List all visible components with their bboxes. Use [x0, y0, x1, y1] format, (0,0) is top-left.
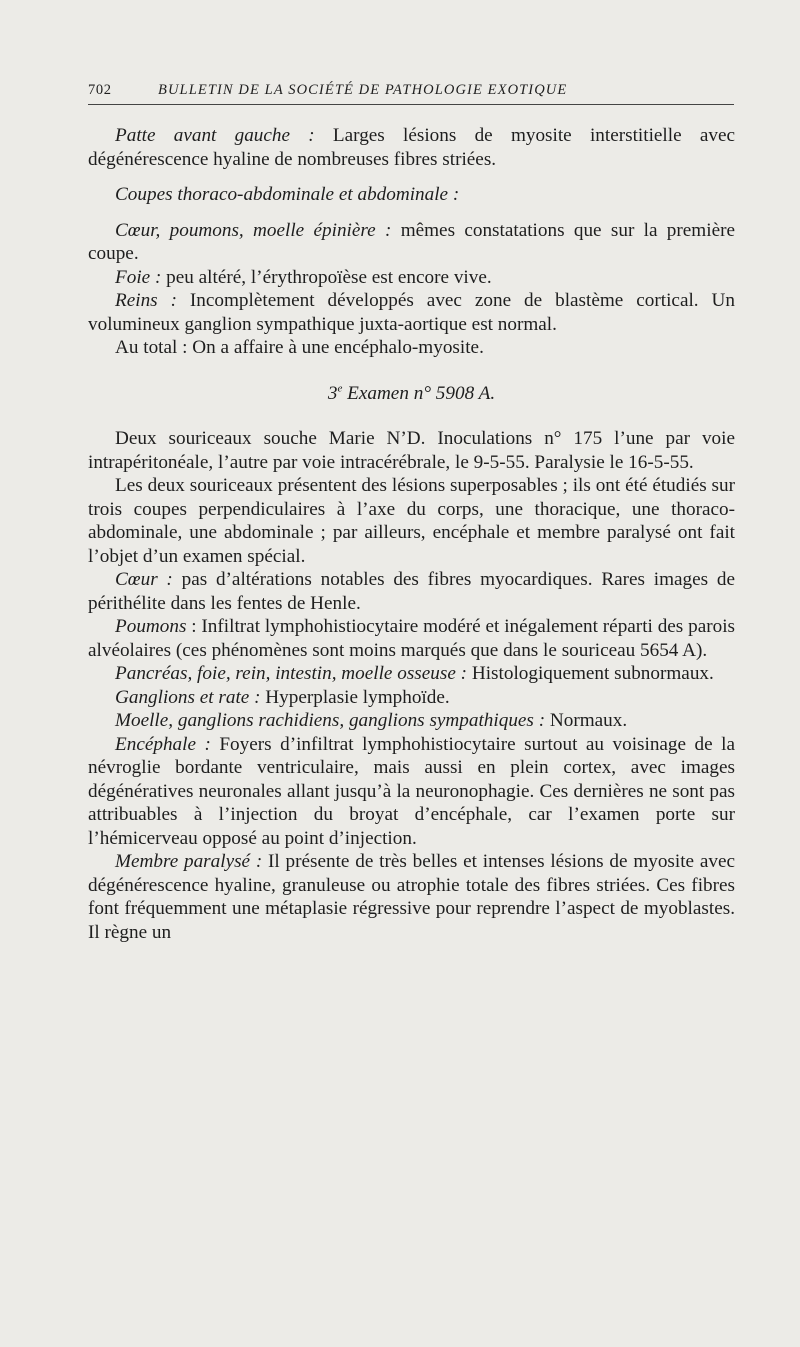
paragraph-encephale: [88, 733, 735, 851]
paragraph-pancreas: [88, 662, 735, 686]
exam-ordinal-suffix: e: [337, 382, 343, 395]
exam-heading: [88, 382, 735, 406]
paragraph-total: [88, 336, 735, 360]
subheading-label: Coupes thoraco-abdominale et abdominale :: [115, 184, 460, 205]
section-label: Poumons: [115, 616, 187, 637]
paragraph-ganglions: [88, 686, 735, 710]
section-label: Cœur, poumons, moelle épinière :: [115, 219, 392, 241]
paragraph-text: Hyperplasie lymphoïde.: [260, 686, 450, 708]
paragraph-text: Histologiquement subnormaux.: [467, 663, 714, 684]
paragraph-text: Deux souriceaux souche Marie N’D. Inoculations n° 175 l’une par voie intrapéritonéale, l’autre par voie intracérébrale, le 9-5-55. Paralysie le 16-5-55.: [88, 428, 735, 473]
subheading-coupes: [88, 183, 735, 207]
paragraph-text: : Infiltrat lymphohistiocytaire modéré et inégalement réparti des parois alvéolaires (ces phénomènes sont moins marqués que dans le souriceau 5654 A).: [88, 616, 735, 661]
section-label: Foie :: [115, 266, 162, 288]
section-label: Cœur :: [115, 569, 173, 590]
paragraph-poumons: [88, 615, 735, 662]
exam-ordinal: 3: [327, 382, 338, 404]
paragraph-deux-souriceaux: [88, 427, 735, 474]
section-label: Encéphale :: [115, 733, 211, 755]
header-rule: [88, 104, 734, 105]
paragraph-membre: [88, 850, 735, 944]
paragraph-text: Larges lésions de myosite interstitielle avec dégénérescence hyaline de nombreuses fibres striées.: [88, 125, 735, 170]
page-number: 702: [88, 82, 112, 98]
paragraph-les-deux: [88, 474, 735, 568]
paragraph-foie: [88, 266, 735, 290]
section-label: Membre paralysé :: [115, 851, 263, 872]
paragraph-text: Foyers d’infiltrat lymphohistiocytaire surtout au voisinage de la névroglie bordante ventriculaire, mais aussi en plein cortex, avec images dégénératives neuronales allant jusqu’à la neuronophagie. Ces dernières ne sont pas attribuables à l’injection du broyat d’encéphale, car l’examen porte sur l’hémicerveau opposé au point d’injection.: [88, 733, 735, 849]
section-label: Ganglions et rate :: [115, 686, 261, 708]
paragraph-text: peu altéré, l’érythropoïèse est encore vive.: [161, 266, 492, 288]
paragraph-moelle: [88, 709, 735, 733]
paragraph-text: Les deux souriceaux présentent des lésions superposables ; ils ont été étudiés sur trois coupes perpendiculaires à l’axe du corps, une thoracique, une thoraco-abdominale, une abdominale ; par ailleurs, encéphale et membre paralysé ont fait l’objet d’un examen spécial.: [88, 475, 735, 567]
paragraph-text: Il présente de très belles et intenses lésions de myosite avec dégénérescence hyaline, granuleuse ou atrophie totale des fibres striées. Ces fibres font fréquemment une métaplasie régressive pour reprendre l’aspect de myoblastes. Il règne un: [88, 851, 735, 943]
paragraph-patte: [88, 124, 735, 171]
section-label: Moelle, ganglions rachidiens, ganglions sympathiques :: [115, 710, 546, 731]
paragraph-text: Au total : On a affaire à une encéphalo-myosite.: [115, 337, 484, 358]
running-header: [88, 82, 736, 99]
paragraph-text: Incomplètement développés avec zone de blastème cortical. Un volumineux ganglion sympathique juxta-aortique est normal.: [88, 290, 735, 335]
paragraph-text: pas d’altérations notables des fibres myocardiques. Rares images de périthélite dans les fentes de Henle.: [88, 569, 736, 614]
paragraph-coeur-poumons: [88, 219, 735, 266]
section-label: Pancréas, foie, rein, intestin, moelle osseuse :: [115, 663, 468, 684]
paragraph-coeur: [88, 568, 735, 615]
paragraph-text: mêmes constatations que sur la première coupe.: [88, 219, 735, 264]
section-label: Patte avant gauche :: [115, 125, 315, 146]
article-body: [88, 124, 735, 944]
paragraph-text: Normaux.: [545, 710, 628, 731]
journal-title: BULLETIN DE LA SOCIÉTÉ DE PATHOLOGIE EXOTIQUE: [158, 82, 568, 98]
paragraph-reins: [88, 289, 735, 336]
section-label: Reins :: [115, 290, 177, 311]
exam-title: Examen n° 5908 A.: [342, 382, 496, 404]
